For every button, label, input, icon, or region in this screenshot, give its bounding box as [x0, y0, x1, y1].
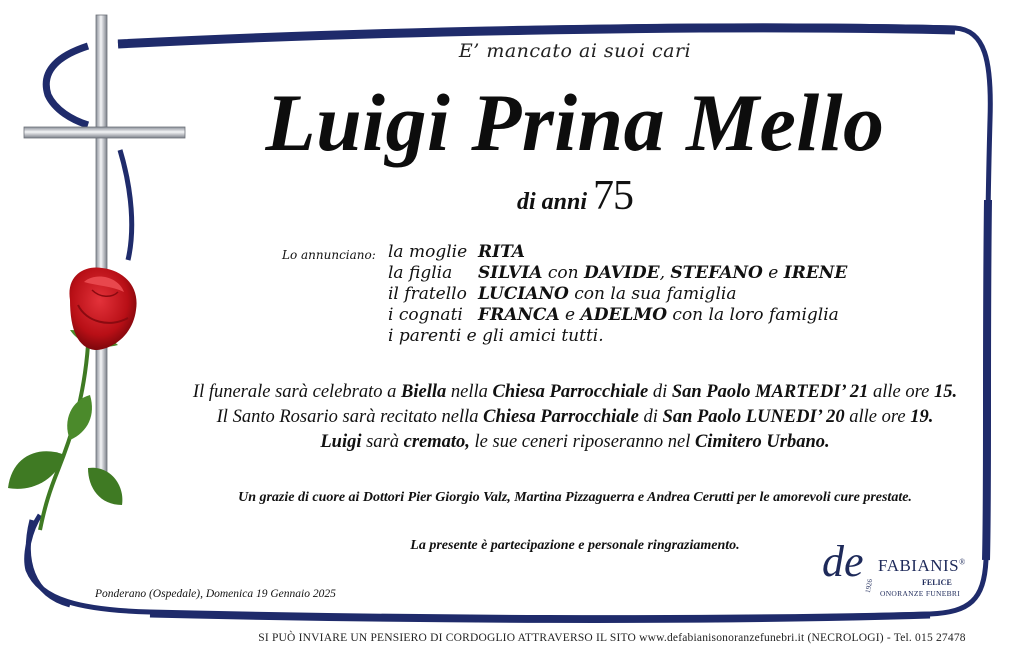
emphasis-text: San Paolo LUNEDI’ 20: [662, 407, 845, 427]
footer-contact: SI PUÒ INVIARE UN PENSIERO DI CORDOGLIO ATTRAVERSO IL SITO www.defabianisonoranzefunebri.it (NECROLOGI) - Tel. 015 27478: [258, 632, 966, 644]
announce-row: [388, 305, 847, 326]
connector-text: con la loro famiglia: [667, 305, 839, 325]
plain-text: Il Santo Rosario sarà recitato nella: [216, 407, 484, 427]
emphasis-text: San Paolo MARTEDI’ 21: [671, 382, 869, 402]
emphasis-text: Luigi: [320, 432, 362, 452]
connector-text: con la sua famiglia: [568, 284, 737, 304]
announce-row: [388, 326, 847, 347]
emphasis-text: Chiesa Parrocchiale: [492, 382, 649, 402]
relation-label: la moglie: [388, 242, 468, 262]
funeral-line: [140, 405, 1010, 430]
funeral-line: [140, 380, 1010, 405]
relation-label: il fratello: [388, 284, 467, 304]
plain-text: nella: [446, 382, 493, 402]
plain-text: di: [638, 407, 663, 427]
place-date: Ponderano (Ospedale), Domenica 19 Gennaio 2025: [95, 588, 336, 600]
plain-text: alle ore: [844, 407, 911, 427]
emphasis-text: Chiesa Parrocchiale: [483, 407, 639, 427]
relative-name: ADELMO: [580, 305, 668, 325]
participation-text: La presente è partecipazione e personale ringraziamento.: [410, 538, 740, 553]
connector-text: e: [762, 263, 784, 283]
rose-icon: [69, 267, 136, 350]
plain-text: le sue ceneri riposeranno nel: [469, 432, 695, 452]
defabianis-logo: [822, 518, 972, 603]
plain-text: Il funerale sarà celebrato a: [192, 382, 401, 402]
plain-text: di: [648, 382, 672, 402]
funeral-line: [140, 430, 1010, 455]
announce-row: [388, 284, 847, 305]
connector-text: ,: [659, 263, 671, 283]
deceased-name: Luigi Prina Mello: [265, 77, 885, 168]
relative-name: DAVIDE: [584, 263, 660, 283]
announce-lines: [388, 242, 847, 347]
cross-icon: [96, 15, 107, 475]
relative-name: RITA: [478, 242, 525, 262]
connector-text: e: [559, 305, 581, 325]
age-prefix: di anni: [516, 189, 588, 215]
connector-text: con: [542, 263, 585, 283]
relative-name: SILVIA: [478, 263, 543, 283]
relative-name: FRANCA: [478, 305, 560, 325]
logo-year: 1926: [863, 578, 875, 594]
relative-name: IRENE: [783, 263, 848, 283]
thanks-text: Un grazie di cuore ai Dottori Pier Giorgio Valz, Martina Pizzaguerra e Andrea Cerutti per le amorevoli cure prestate.: [238, 490, 912, 505]
emphasis-text: Cimitero Urbano.: [694, 432, 830, 452]
relative-name: LUCIANO: [478, 284, 569, 304]
plain-text: sarà: [361, 432, 404, 452]
intro-text: E’ mancato ai suoi cari: [458, 40, 692, 62]
plain-text: alle ore: [868, 382, 934, 402]
logo-felice: FELICE: [922, 578, 952, 587]
relative-name: STEFANO: [670, 263, 763, 283]
logo-onoranze: ONORANZE FUNEBRI: [880, 589, 961, 598]
relation-label: i cognati: [388, 305, 463, 325]
age-line: [140, 172, 1010, 220]
relation-label: i parenti e gli amici tutti.: [388, 326, 604, 346]
funeral-info: [140, 380, 1010, 455]
logo-fabianis: FABIANIS®: [878, 556, 966, 575]
emphasis-text: 15.: [933, 382, 958, 402]
announce-row: [388, 242, 847, 263]
logo-de: de: [822, 537, 864, 586]
age-value: 75: [593, 173, 634, 219]
emphasis-text: cremato,: [403, 432, 470, 452]
relation-label: la figlia: [388, 263, 453, 283]
emphasis-text: 19.: [910, 407, 934, 427]
announce-row: [388, 263, 847, 284]
emphasis-text: Biella: [401, 382, 447, 402]
announce-lead: Lo annunciano:: [282, 248, 376, 262]
